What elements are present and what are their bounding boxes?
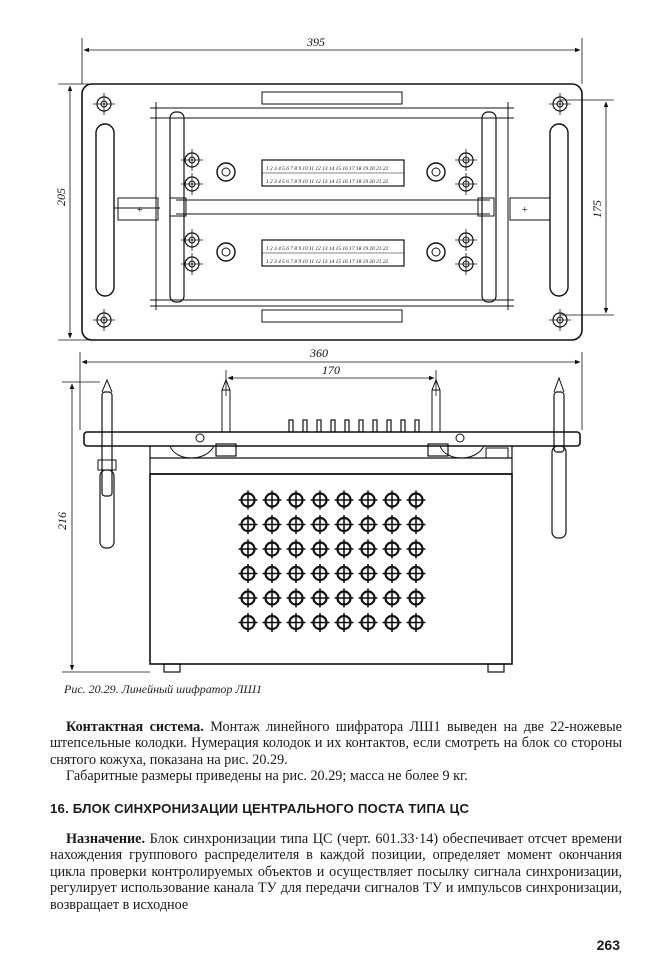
purpose-text: Блок синхронизации типа ЦС (черт. 601.33·14) обеспечивает отсчет времени нахождения группового распределителя в каждой позиции, определяет момент окончания цикла проверки контролируемых объектов и осуществляет посылку сигнала синхронизации, регулирует использование канала ТУ для передачи сигналов ТУ и импульсов синхронизации, возвращает в исходное xyxy=(50,831,622,913)
vent-hole xyxy=(359,564,378,583)
vent-hole xyxy=(287,491,306,510)
vent-hole xyxy=(383,515,402,534)
vent-hole xyxy=(359,613,378,632)
svg-text:+: + xyxy=(521,204,529,216)
vent-hole xyxy=(383,540,402,559)
vent-hole xyxy=(407,564,426,583)
vent-hole xyxy=(335,515,354,534)
side-view xyxy=(62,352,582,672)
dim-height-left: 205 xyxy=(54,188,68,206)
vent-hole xyxy=(311,564,330,583)
vent-hole xyxy=(407,491,426,510)
top-view xyxy=(58,38,614,340)
vent-hole xyxy=(407,540,426,559)
connector-lower-digits: 1 2 3 4 5 6 7 8 9 10 11 12 13 14 15 16 17 18 19 20 21 22 xyxy=(266,246,389,252)
vent-hole xyxy=(407,613,426,632)
vent-hole xyxy=(359,540,378,559)
vent-hole xyxy=(239,515,258,534)
dimensions-text: Габаритные размеры приведены на рис. 20.29; масса не более 9 кг. xyxy=(66,768,468,785)
vent-hole xyxy=(359,515,378,534)
vent-hole xyxy=(383,589,402,608)
vent-hole xyxy=(239,613,258,632)
vent-hole xyxy=(239,491,258,510)
contacts-text: Монтаж линейного шифратора ЛШ1 выведен на две 22-ножевые штепсельные колодки. Нумерация колодок и их контактов, если смотреть на блок со стороны снятого кожуха, показана на рис. 20.29. xyxy=(50,719,622,768)
contacts-paragraph xyxy=(50,719,622,785)
connector-upper-digits-row2: 1 2 3 4 5 6 7 8 9 10 11 12 13 14 15 16 17 18 19 20 21 22 xyxy=(266,179,389,185)
vent-hole xyxy=(311,491,330,510)
dim-width-mid: 360 xyxy=(310,346,328,360)
vent-hole xyxy=(359,589,378,608)
vent-hole xyxy=(407,515,426,534)
page-number: 263 xyxy=(596,937,620,953)
vent-hole xyxy=(263,491,282,510)
vent-hole xyxy=(239,564,258,583)
vent-hole xyxy=(359,491,378,510)
vent-hole xyxy=(239,540,258,559)
vent-hole xyxy=(335,589,354,608)
svg-text:+: + xyxy=(136,204,144,216)
vent-hole xyxy=(335,540,354,559)
vent-hole xyxy=(335,491,354,510)
dim-width-top: 395 xyxy=(307,35,325,49)
vent-hole xyxy=(311,613,330,632)
vent-hole xyxy=(311,540,330,559)
vent-hole xyxy=(263,564,282,583)
vent-hole xyxy=(335,564,354,583)
vent-hole xyxy=(263,515,282,534)
dim-inner-mid: 170 xyxy=(322,363,340,377)
vent-hole xyxy=(287,515,306,534)
dim-height-side: 216 xyxy=(55,512,69,530)
contacts-lead: Контактная система. xyxy=(66,719,204,735)
vent-hole xyxy=(407,589,426,608)
vent-hole xyxy=(287,613,306,632)
vent-hole xyxy=(239,589,258,608)
vent-hole xyxy=(263,589,282,608)
vent-hole xyxy=(287,564,306,583)
purpose-lead: Назначение. xyxy=(66,831,146,847)
vent-hole xyxy=(263,540,282,559)
dim-height-right: 175 xyxy=(590,200,604,218)
vent-hole xyxy=(335,613,354,632)
vent-hole xyxy=(383,564,402,583)
vent-hole xyxy=(287,589,306,608)
vent-hole xyxy=(383,491,402,510)
figure-caption: Рис. 20.29. Линейный шифратор ЛШ1 xyxy=(64,682,263,696)
connector-upper-digits: 1 2 3 4 5 6 7 8 9 10 11 12 13 14 15 16 17 18 19 20 21 22 xyxy=(266,166,389,172)
vent-hole xyxy=(311,515,330,534)
vent-hole xyxy=(287,540,306,559)
connector-lower-digits-row2: 1 2 3 4 5 6 7 8 9 10 11 12 13 14 15 16 17 18 19 20 21 22 xyxy=(266,259,389,265)
section-heading: 16. БЛОК СИНХРОНИЗАЦИИ ЦЕНТРАЛЬНОГО ПОСТА ТИПА ЦС xyxy=(50,801,470,816)
purpose-paragraph xyxy=(50,831,622,913)
ventilation-holes xyxy=(239,491,426,633)
vent-hole xyxy=(311,589,330,608)
vent-hole xyxy=(263,613,282,632)
vent-hole xyxy=(383,613,402,632)
